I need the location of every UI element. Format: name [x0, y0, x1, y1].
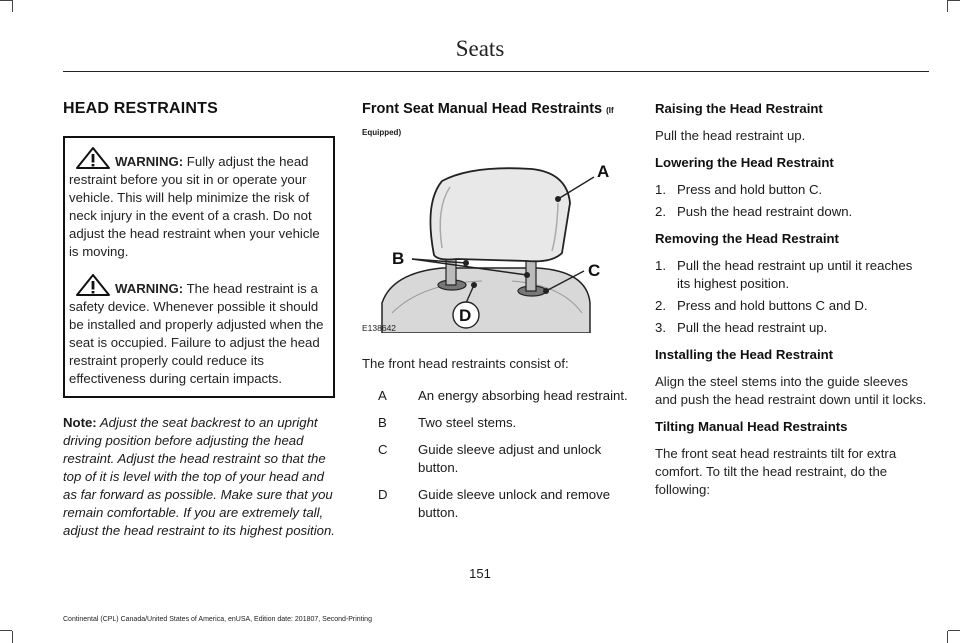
callout-label-a: A: [597, 163, 610, 181]
part-letter: A: [378, 388, 387, 403]
page-title: Seats: [455, 36, 505, 61]
part-letter: C: [378, 442, 388, 457]
step-text: Press and hold buttons C and D.: [677, 298, 868, 313]
note-paragraph: [63, 414, 335, 540]
crop-mark: [0, 0, 12, 1]
part-description: Two steel stems.: [418, 415, 517, 430]
list-item: [655, 257, 929, 293]
part-letter: D: [378, 487, 388, 502]
parts-intro: The front head restraints consist of:: [362, 356, 569, 371]
raising-text: Pull the head restraint up.: [655, 128, 806, 143]
step-text: Press and hold button C.: [677, 182, 823, 197]
list-item: [362, 486, 632, 522]
head-restraint-figure: [362, 163, 612, 333]
warning-paragraph: [69, 273, 329, 388]
section-title: HEAD RESTRAINTS: [63, 100, 219, 117]
warning-box: [63, 136, 335, 398]
list-item: [362, 387, 632, 405]
crop-mark: [0, 630, 12, 631]
crop-mark: [947, 631, 948, 643]
equipped-note: Equipped): [362, 128, 402, 137]
warning-triangle-icon: [75, 146, 111, 170]
list-item: [655, 181, 929, 199]
crop-mark: [12, 631, 13, 643]
step-number: 3.: [655, 320, 666, 335]
subsection-title: [362, 100, 632, 120]
column-left: [63, 100, 335, 540]
crop-mark: [947, 0, 948, 12]
part-description: An energy absorbing head restraint.: [418, 388, 628, 403]
column-right: [655, 100, 929, 508]
warning-paragraph: [69, 146, 329, 261]
part-description: Guide sleeve unlock and remove button.: [418, 487, 611, 520]
part-description: Guide sleeve adjust and unlock button.: [418, 442, 602, 475]
lowering-heading: Lowering the Head Restraint: [655, 155, 834, 170]
header-rule: [63, 71, 929, 72]
warning-label: WARNING:: [115, 154, 184, 169]
parts-list: [362, 387, 632, 522]
figure-code: E138642: [362, 323, 397, 333]
removing-steps: [655, 257, 929, 337]
step-text: Pull the head restraint up until it reaches its highest position.: [677, 258, 913, 291]
list-item: [362, 441, 632, 477]
head-restraint-illustration: [362, 163, 612, 333]
removing-heading: Removing the Head Restraint: [655, 231, 839, 246]
installing-heading: Installing the Head Restraint: [655, 347, 834, 362]
subsection-title-text: Front Seat Manual Head Restraints: [362, 101, 603, 117]
installing-text: Align the steel stems into the guide sleeves and push the head restraint down until it locks.: [655, 374, 927, 407]
step-text: Pull the head restraint up.: [677, 320, 828, 335]
callout-label-b: B: [392, 249, 405, 268]
crop-mark: [948, 630, 960, 631]
warning-text: The head restraint is a safety device. Whenever possible it should be installed and properly adjusted when the seat is occupied. Failure to adjust the head restraint properly could reduce its effectiveness during certain impacts.: [69, 281, 324, 386]
step-text: Push the head restraint down.: [677, 204, 853, 219]
lowering-steps: [655, 181, 929, 221]
page-number: 151: [469, 566, 491, 581]
step-number: 1.: [655, 258, 666, 273]
column-middle: [362, 100, 632, 531]
step-number: 2.: [655, 204, 666, 219]
callout-label-c: C: [588, 261, 601, 280]
list-item: [362, 414, 632, 432]
note-label: Note:: [63, 415, 97, 430]
crop-mark: [948, 0, 960, 1]
part-letter: B: [378, 415, 387, 430]
list-item: [655, 297, 929, 315]
tilting-text: The front seat head restraints tilt for extra comfort. To tilt the head restraint, do the following:: [655, 446, 897, 497]
tilting-heading: Tilting Manual Head Restraints: [655, 419, 848, 434]
callout-label-d: D: [459, 306, 472, 325]
step-number: 2.: [655, 298, 666, 313]
warning-text: Fully adjust the head restraint before you sit in or operate your vehicle. This will help minimize the risk of neck injury in the event of a crash. Do not adjust the head restraint when your vehicle is moving.: [69, 154, 320, 259]
list-item: [655, 203, 929, 221]
list-item: [655, 319, 929, 337]
subsection-suffix: (If: [606, 106, 614, 115]
edition-footer: Continental (CPL) Canada/United States of America, enUSA, Edition date: 201807, Second-Printing: [63, 616, 372, 623]
step-number: 1.: [655, 182, 666, 197]
warning-label: WARNING:: [115, 281, 184, 296]
crop-mark: [12, 0, 13, 12]
raising-heading: Raising the Head Restraint: [655, 101, 823, 116]
warning-triangle-icon: [75, 273, 111, 297]
note-text: Adjust the seat backrest to an upright driving position before adjusting the head restraint. Adjust the head restraint so that the top of it is level with the top of your head and as far forward as possible. Make sure that you remain comfortable. If you are extremely tall, adjust the head restraint to its highest position.: [63, 415, 335, 538]
